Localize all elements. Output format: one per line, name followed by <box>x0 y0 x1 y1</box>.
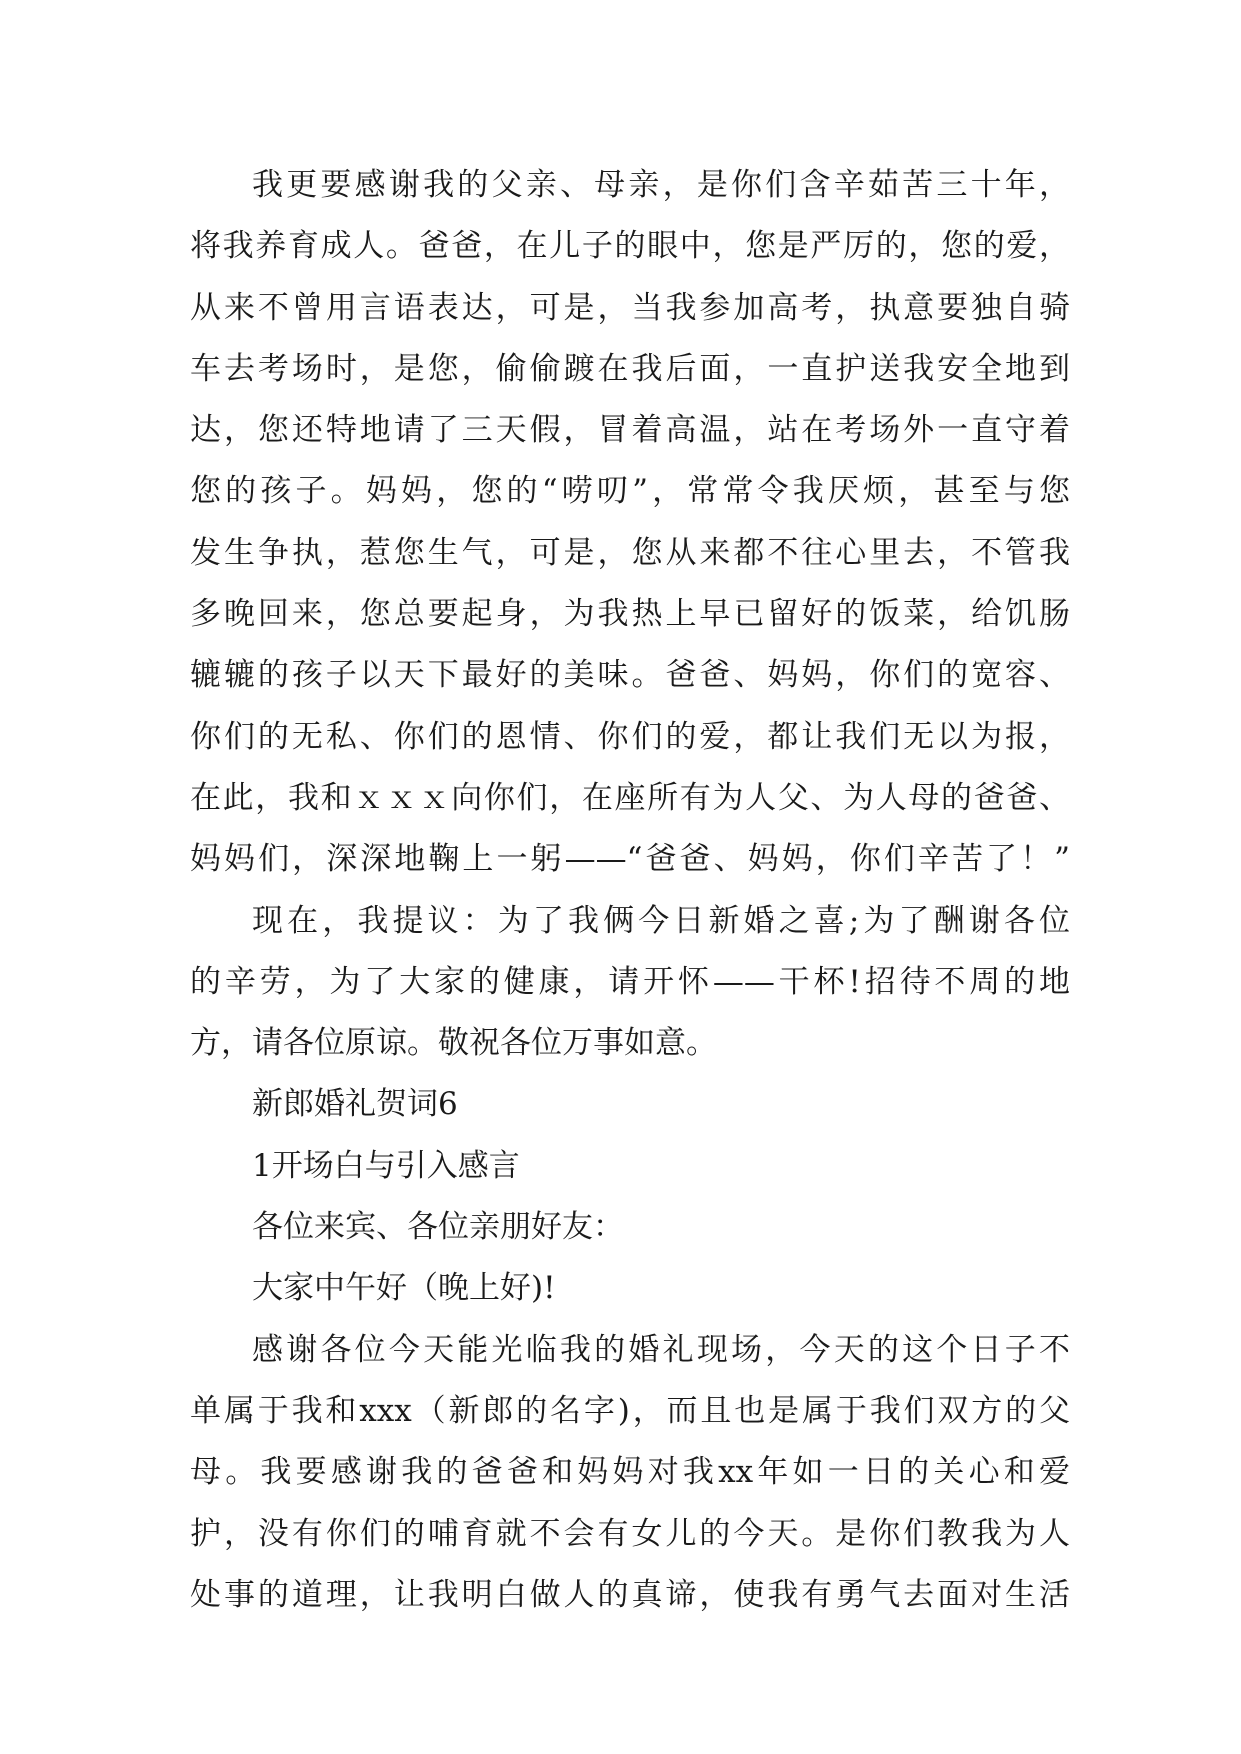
salutation: 各位来宾、各位亲朋好友： <box>252 1209 624 1246</box>
text-line: 感谢各位今天能光临我的婚礼现场，今天的这个日子不 <box>252 1331 1070 1368</box>
text-line: 我更要感谢我的父亲、母亲，是你们含辛茹苦三十年， <box>252 167 1070 203</box>
text-line: 的辛劳，为了大家的健康，请开怀——干杯!招待不周的地 <box>190 963 1070 1000</box>
text-line: 达，您还特地请了三天假，冒着高温，站在考场外一直守着 <box>190 412 1070 449</box>
text-line: 你们的无私、你们的恩情、你们的爱，都让我们无以为报， <box>190 718 1070 755</box>
text-line: 母。我要感谢我的爸爸和妈妈对我xx年如一日的关心和爱 <box>190 1454 1070 1491</box>
text-line: 单属于我和xxx（新郎的名字)，而且也是属于我们双方的父 <box>190 1392 1070 1429</box>
text-line: 护，没有你们的哺育就不会有女儿的今天。是你们教我为人 <box>190 1515 1070 1552</box>
text-line: 辘辘的孩子以天下最好的美味。爸爸、妈妈，你们的宽容、 <box>190 657 1070 694</box>
text-line: 现在，我提议：为了我俩今日新婚之喜;为了酬谢各位 <box>252 902 1070 939</box>
text-line: 多晚回来，您总要起身，为我热上早已留好的饭菜，给饥肠 <box>190 596 1070 633</box>
text-line: 方，请各位原谅。敬祝各位万事如意。 <box>190 1025 717 1062</box>
subsection-heading: 1开场白与引入感言 <box>252 1147 520 1184</box>
text-line: 发生争执，惹您生气，可是，您从来都不往心里去，不管我 <box>190 534 1070 571</box>
text-line: 将我养育成人。爸爸，在儿子的眼中，您是严厉的，您的爱， <box>190 228 1070 265</box>
text-line: 妈妈们，深深地鞠上一躬——“爸爸、妈妈，你们辛苦了！” <box>190 841 1070 878</box>
text-line: 您的孩子。妈妈，您的“唠叨”，常常令我厌烦，甚至与您 <box>190 473 1070 510</box>
text-line: 从来不曾用言语表达，可是，当我参加高考，执意要独自骑 <box>190 289 1070 326</box>
document-body <box>190 155 1070 1626</box>
greeting: 大家中午好（晚上好)! <box>252 1270 556 1307</box>
text-line: 车去考场时，是您，偷偷踱在我后面，一直护送我安全地到 <box>190 350 1070 387</box>
section-heading: 新郎婚礼贺词6 <box>252 1086 458 1123</box>
text-line: 在此，我和ｘｘｘ向你们，在座所有为人父、为人母的爸爸、 <box>190 779 1070 816</box>
text-line: 处事的道理，让我明白做人的真谛，使我有勇气去面对生活 <box>190 1576 1070 1613</box>
